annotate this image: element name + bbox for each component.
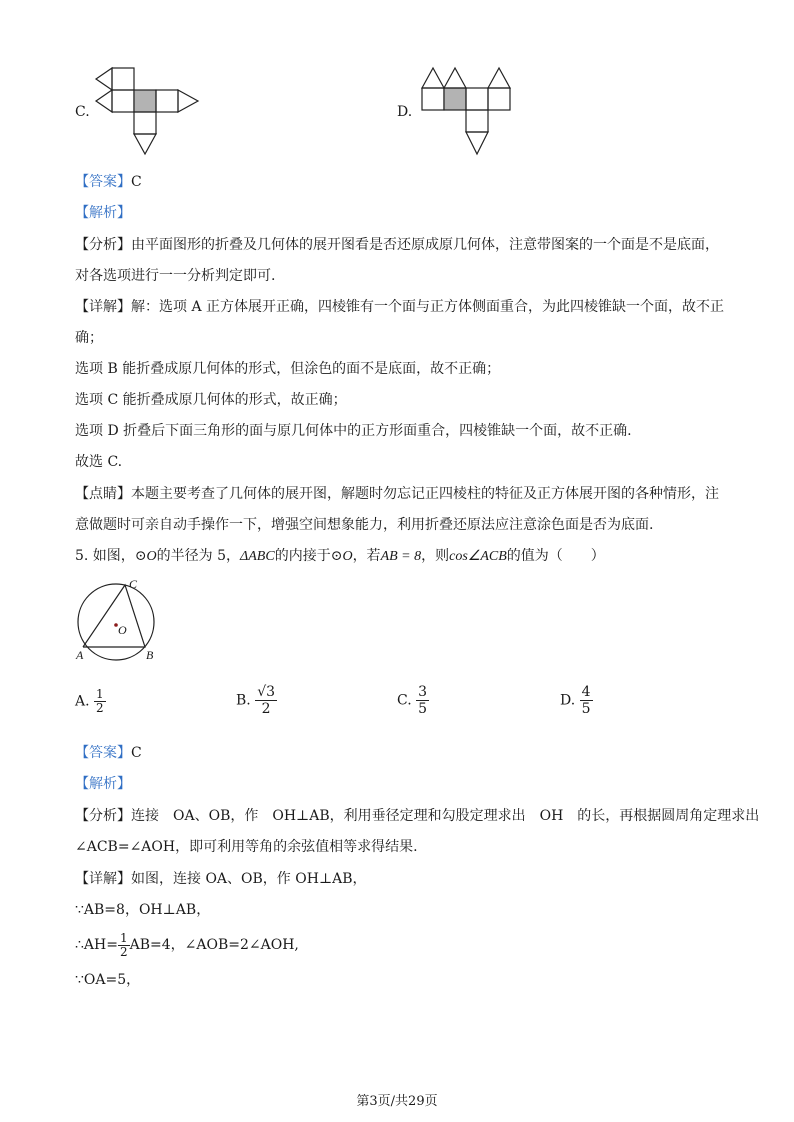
fenxi-tag: 【分析】 <box>75 808 131 824</box>
q4-answer <box>75 172 142 192</box>
option-c <box>397 684 429 717</box>
triangle-abc: ΔABC <box>240 549 275 564</box>
option-a-label: A. <box>75 693 90 710</box>
q4-fenxi-2: 对各选项进行一一分析判定即可. <box>75 268 276 284</box>
option-a-fraction <box>94 688 106 715</box>
fig-label-o: O <box>118 623 127 637</box>
q5-fenxi-2: ∠ACB=∠AOH，即可利用等角的余弦值相等求得结果. <box>75 839 418 855</box>
den: 2 <box>119 944 128 959</box>
den: 5 <box>581 701 591 717</box>
q4-dianjing-1 <box>75 484 719 504</box>
den: 5 <box>418 701 428 717</box>
circle-symbol: ⊙ <box>134 548 147 564</box>
therefore-suffix: AB=4，∠AOB=2∠AOH, <box>129 937 299 953</box>
option-d-label: D. <box>397 104 413 120</box>
q5-therefore <box>75 928 299 962</box>
net-figure-d <box>420 62 540 162</box>
option-d-fraction <box>580 684 593 717</box>
jiexi-tag: 【解析】 <box>75 205 131 221</box>
q5-because-1: ∵AB=8，OH⊥AB， <box>75 902 211 918</box>
o-label: O <box>146 549 157 564</box>
q4-line-c: 选项 C 能折叠成原几何体的形式，故正确； <box>75 392 347 408</box>
q4-dianjing-2: 意做题时可亲自动手操作一下，增强空间想象能力，利用折叠还原法应注意涂色面是否为底面. <box>75 517 654 533</box>
q5-jiexi <box>75 774 131 794</box>
option-c-label: C. <box>75 104 90 120</box>
num: 1 <box>96 687 104 701</box>
half-fraction <box>118 932 130 959</box>
option-d <box>560 684 593 717</box>
therefore-prefix: ∴AH= <box>75 937 118 953</box>
fenxi-text: 由平面图形的折叠及几何体的展开图看是否还原成原几何体，注意带图案的一个面是不是底面， <box>131 237 719 253</box>
q4-jiexi <box>75 203 131 223</box>
dianjing-tag: 【点睛】 <box>75 486 131 502</box>
page-footer: 第3页/共29页 <box>356 1094 438 1109</box>
fenxi-text: 连接 OA、OB，作 OH⊥AB，利用垂径定理和勾股定理求出 OH 的长，再根据圆周角定理求出 <box>131 808 760 824</box>
option-b <box>236 684 277 717</box>
num: √3 <box>257 684 276 700</box>
q4-xiangjie-1 <box>75 297 724 317</box>
answer-value: C <box>131 174 142 190</box>
stem-part2: 的半径为 5， <box>156 548 241 564</box>
q5-fenxi-1 <box>75 806 759 826</box>
stem-part3: 的内接于 <box>274 548 331 564</box>
option-c-q5-label: C. <box>397 692 412 709</box>
jiexi-tag: 【解析】 <box>75 776 131 792</box>
cos-expression: cos∠ACB <box>449 549 507 564</box>
ab-equation: AB = 8 <box>380 549 422 564</box>
answer-tag: 【答案】 <box>75 745 131 761</box>
den: 2 <box>261 701 271 717</box>
q5-answer <box>75 743 142 763</box>
dianjing-text: 本题主要考查了几何体的展开图，解题时勿忘记正四棱柱的特征及正方体展开图的各种情形，注 <box>131 486 719 502</box>
circle-symbol-2: ⊙ <box>330 548 343 564</box>
xiangjie-tag: 【详解】 <box>75 299 131 315</box>
fig-label-a: A <box>76 648 84 662</box>
answer-value: C <box>131 745 142 761</box>
option-b-label: B. <box>236 692 251 709</box>
q5-xiangjie-1 <box>75 869 367 889</box>
net-figure-c <box>90 62 210 162</box>
q4-line-b: 选项 B 能折叠成原几何体的形式，但涂色的面不是底面，故不正确； <box>75 361 501 377</box>
q5-stem <box>75 546 605 567</box>
stem-part6: 的值为（ ） <box>506 548 605 564</box>
stem-part5: ，则 <box>421 548 450 564</box>
q4-line-d: 选项 D 折叠后下面三角形的面与原几何体中的正方形面重合，四棱锥缺一个面，故不正确. <box>75 423 632 439</box>
option-a <box>75 688 106 715</box>
den: 2 <box>96 701 104 715</box>
q4-conclusion: 故选 C. <box>75 454 123 470</box>
xiangjie-text: 解：选项 A 正方体展开正确，四棱锥有一个面与正方体侧面重合，为此四棱锥缺一个面，故不正 <box>131 299 725 315</box>
xiangjie-tag: 【详解】 <box>75 871 131 887</box>
q5-because-2: ∵OA=5， <box>75 972 141 988</box>
fig-label-b: B <box>146 648 154 662</box>
num: 1 <box>119 930 128 945</box>
answer-tag: 【答案】 <box>75 174 131 190</box>
o-label-2: O <box>342 549 353 564</box>
q4-fenxi-1 <box>75 235 719 255</box>
fig-label-c: C <box>129 577 138 591</box>
num: 3 <box>418 684 428 700</box>
option-c-fraction <box>416 684 429 717</box>
option-b-fraction <box>255 684 277 717</box>
fenxi-tag: 【分析】 <box>75 237 131 253</box>
stem-part4: ，若 <box>352 548 381 564</box>
xiangjie-text: 如图，连接 OA、OB，作 OH⊥AB， <box>131 871 367 887</box>
stem-prefix: 5. 如图， <box>75 548 135 564</box>
num: 4 <box>581 684 591 700</box>
q4-xiangjie-2: 确； <box>75 330 103 346</box>
option-d-q5-label: D. <box>560 692 576 709</box>
